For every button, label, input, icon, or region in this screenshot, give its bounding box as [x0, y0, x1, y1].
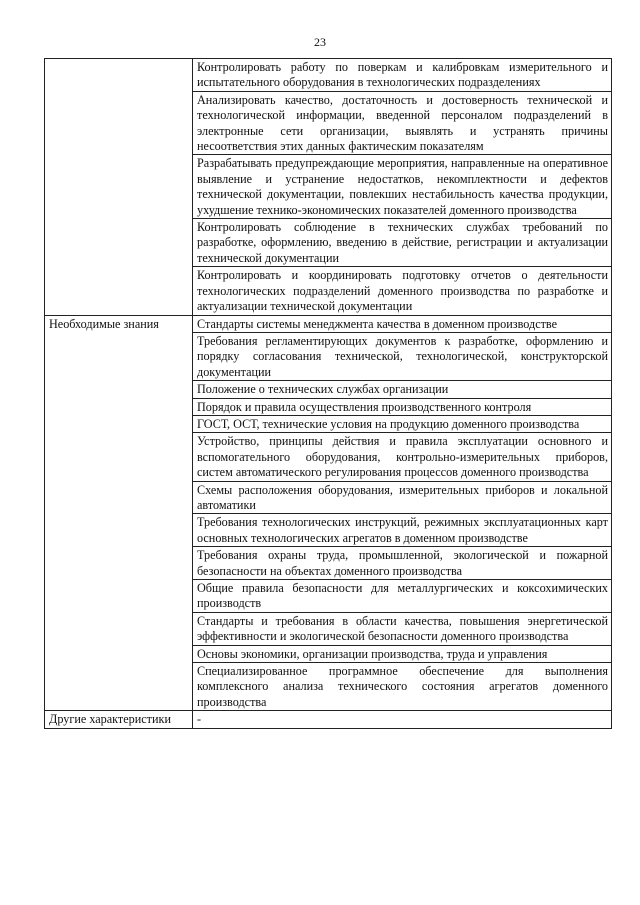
table-row: [45, 315, 612, 332]
table-row: [45, 711, 612, 728]
row-text: Требования технологических инструкций, режимных эксплуатационных карт основных технологических агрегатов в доменном производстве: [193, 514, 612, 547]
section-label-required-knowledge: Необходимые знания: [45, 315, 193, 711]
row-text: Требования регламентирующих документов к разработке, оформлению и порядку согласования технической, технологической, конструкторской документации: [193, 332, 612, 380]
row-text: ГОСТ, ОСТ, технические условия на продукцию доменного производства: [193, 415, 612, 432]
row-text: Основы экономики, организации производства, труда и управления: [193, 645, 612, 662]
row-text: Порядок и правила осуществления производственного контроля: [193, 398, 612, 415]
table-row: [45, 59, 612, 92]
row-label: [45, 59, 193, 316]
row-text: Общие правила безопасности для металлургических и коксохимических производств: [193, 580, 612, 613]
row-text: Схемы расположения оборудования, измерительных приборов и локальной автоматики: [193, 481, 612, 514]
row-text: Анализировать качество, достаточность и достоверность технической и технологической информации, введенной персоналом подразделений в электронные сети организации, выявлять и устранять причины несоответствия этих данных фактическим показателям: [193, 91, 612, 155]
row-text: Устройство, принципы действия и правила эксплуатации основного и вспомогательного оборудования, контрольно-измерительных приборов, систем автоматического регулирования процессов доменного производства: [193, 433, 612, 481]
row-text: Требования охраны труда, промышленной, экологической и пожарной безопасности на объектах доменного производства: [193, 547, 612, 580]
row-text: Стандарты системы менеджмента качества в доменном производстве: [193, 315, 612, 332]
row-text: Разрабатывать предупреждающие мероприятия, направленные на оперативное выявление и устранение недостатков, некомплектности и дефектов технической документации, повлекших нестабильность качества продукции, ухудшение технико-экономических показателей доменного производства: [193, 155, 612, 219]
page-number: 23: [314, 35, 326, 49]
row-text: Стандарты и требования в области качества, повышения энергетической эффективности и экологической безопасности доменного производства: [193, 612, 612, 645]
section-label-other-characteristics: Другие характеристики: [45, 711, 193, 728]
row-text: Контролировать и координировать подготовку отчетов о деятельности технологических подразделений доменного производства по разработке и актуализации технической документации: [193, 267, 612, 315]
row-text: Контролировать работу по поверкам и калибровкам измерительного и испытательного оборудования в технологических подразделениях: [193, 59, 612, 92]
row-text: Контролировать соблюдение в технических службах требований по разработке, оформлению, введению в действие, регистрации и актуализации технической документации: [193, 219, 612, 267]
requirements-table: [44, 58, 612, 729]
row-text: Положение о технических службах организации: [193, 381, 612, 398]
row-text: -: [193, 711, 612, 728]
row-text: Специализированное программное обеспечение для выполнения комплексного анализа технического состояния агрегатов доменного производства: [193, 663, 612, 711]
